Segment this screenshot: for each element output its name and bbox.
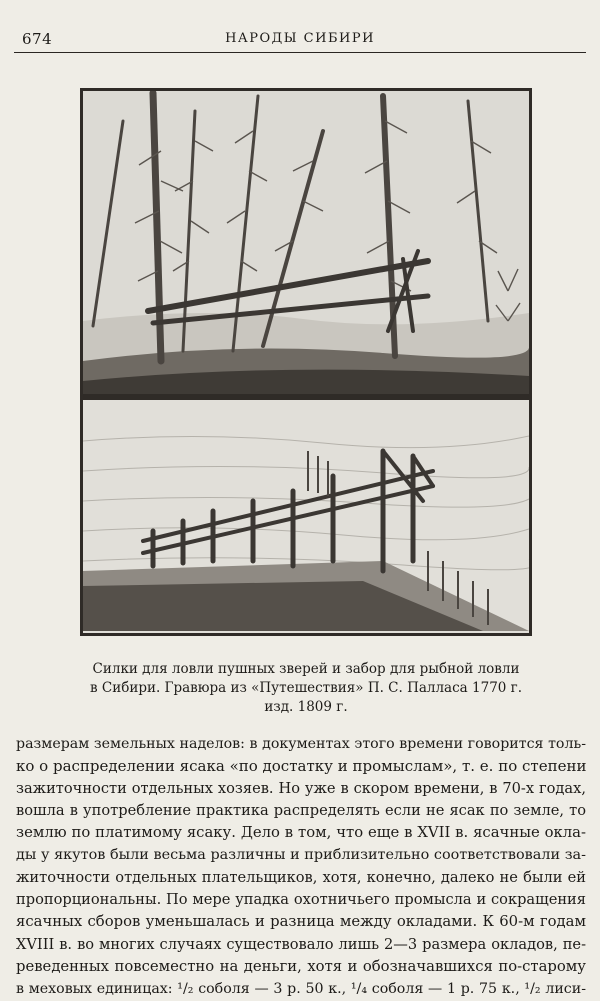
text-line: XVIII в. во многих случаях существовало лишь 2—3 размера окладов, пе- [16, 935, 586, 953]
engraving-drawing [83, 91, 529, 633]
text-line: размерам земельных наделов: в документах этого времени говорится толь- [16, 736, 586, 752]
forest-snare-scene [83, 91, 529, 400]
page-header [14, 28, 586, 50]
text-line: зажиточности отдельных хозяев. Но уже в скором времени, в 70-х годах, [16, 779, 586, 797]
body-paragraph [16, 733, 586, 1001]
text-line: пропорциональны. По мере упадка охотничьего промысла и сокращения [16, 891, 586, 909]
text-line: вошла в употребление практика распределять если не ясак по земле, то [16, 801, 586, 819]
fishing-fence-scene [83, 400, 529, 633]
figure-caption [80, 660, 532, 717]
text-line: ясачных сборов уменьшалась и разница между окладами. К 60-м годам [16, 913, 586, 931]
header-rule [14, 52, 586, 53]
text-line: ды у якутов были весьма различны и приблизительно соответствовали за- [16, 847, 586, 864]
caption-line: Силки для ловли пушных зверей и забор для рыбной ловли [92, 661, 520, 677]
text-line: землю по платимому ясаку. Дело в том, что еще в XVII в. ясачные окла- [16, 824, 586, 842]
caption-line: изд. 1809 г. [264, 699, 348, 715]
page-number: 674 [22, 30, 53, 48]
text-line: житочности отдельных плательщиков, хотя, конечно, далеко не были ей [16, 868, 586, 886]
caption-line: в Сибири. Гравюра из «Путешествия» П. С. Палласа 1770 г. [89, 680, 523, 696]
text-line: в меховых единицах: ¹/₂ соболя — 3 р. 50 к., ¹/₄ соболя — 1 р. 75 к., ¹/₂ лиси- [16, 981, 586, 998]
engraving-illustration [80, 88, 532, 636]
text-line: ко о распределении ясака «по достатку и промыслам», т. е. по степени [16, 757, 586, 776]
text-line: реведенных повсеместно на деньги, хотя и обозначавшихся по-старому [16, 957, 586, 975]
running-head: НАРОДЫ СИБИРИ [225, 31, 375, 46]
